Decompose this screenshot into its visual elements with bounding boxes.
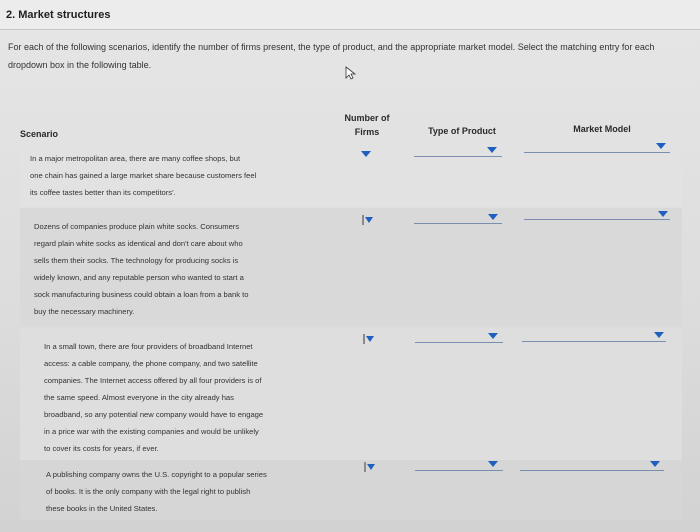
chevron-down-icon xyxy=(650,461,660,467)
header-firms-line1: Number of xyxy=(344,113,390,123)
scenario-text: In a small town, there are four providers of broadband Internet access: a cable company, the phone company, and two satellite companies. The Internet access offered by all four providers is of the same speed. Almost everyone in the city already has broadband, so any potential new company would have to engage in a price war with the existing companies and would be unlikely to cover its costs for years, if ever. xyxy=(44,342,264,453)
model-dropdown-1[interactable] xyxy=(524,142,674,156)
scenario-text: Dozens of companies produce plain white socks. Consumers regard plain white socks as identical and don't care about who sells them their socks. The technology for producing socks is widely known, and any reputable person who wanted to start a sock manufacturing business could obtain a loan from a bank to buy the necessary machinery. xyxy=(34,222,249,316)
chevron-down-icon xyxy=(488,461,498,467)
scenario-text: In a major metropolitan area, there are many coffee shops, but one chain has gained a large market share because customers feel its coffee tastes better than its competitors'. xyxy=(30,154,257,197)
firms-dropdown-3[interactable] xyxy=(363,334,377,346)
instructions-text: For each of the following scenarios, identify the number of firms present, the type of product, and the appropriate market model. Select the matching entry for each dropdown box in the following table. xyxy=(8,42,655,70)
header-scenario: Scenario xyxy=(20,129,59,139)
question-header xyxy=(0,0,700,30)
chevron-down-icon xyxy=(487,147,497,153)
product-dropdown-3[interactable] xyxy=(415,332,505,346)
header-model: Market Model xyxy=(573,124,631,134)
chevron-down-icon xyxy=(656,143,666,149)
chevron-down-icon xyxy=(366,336,374,342)
mouse-cursor-icon xyxy=(345,66,357,80)
table-row xyxy=(20,328,682,460)
chevron-down-icon xyxy=(654,332,664,338)
firms-dropdown-1[interactable] xyxy=(359,148,375,162)
chevron-down-icon xyxy=(365,217,373,223)
chevron-down-icon xyxy=(488,214,498,220)
product-dropdown-4[interactable] xyxy=(415,460,505,474)
scenario-text: A publishing company owns the U.S. copyright to a popular series of books. It is the only company with the legal right to publish these books in the United States. xyxy=(46,470,267,513)
chevron-down-icon xyxy=(367,464,375,470)
firms-dropdown-2[interactable] xyxy=(362,215,376,227)
header-product: Type of Product xyxy=(428,126,496,136)
model-dropdown-4[interactable] xyxy=(520,459,670,473)
chevron-down-icon xyxy=(658,211,668,217)
product-dropdown-1[interactable] xyxy=(414,146,504,160)
chevron-down-icon xyxy=(361,151,371,157)
header-firms-line2: Firms xyxy=(354,127,380,137)
model-dropdown-2[interactable] xyxy=(524,209,674,223)
model-dropdown-3[interactable] xyxy=(522,330,672,344)
table-row xyxy=(20,208,682,326)
firms-dropdown-4[interactable] xyxy=(364,462,378,474)
product-dropdown-2[interactable] xyxy=(414,213,504,227)
market-structures-table xyxy=(12,104,682,532)
question-title: 2. Market structures xyxy=(6,9,111,21)
chevron-down-icon xyxy=(488,333,498,339)
